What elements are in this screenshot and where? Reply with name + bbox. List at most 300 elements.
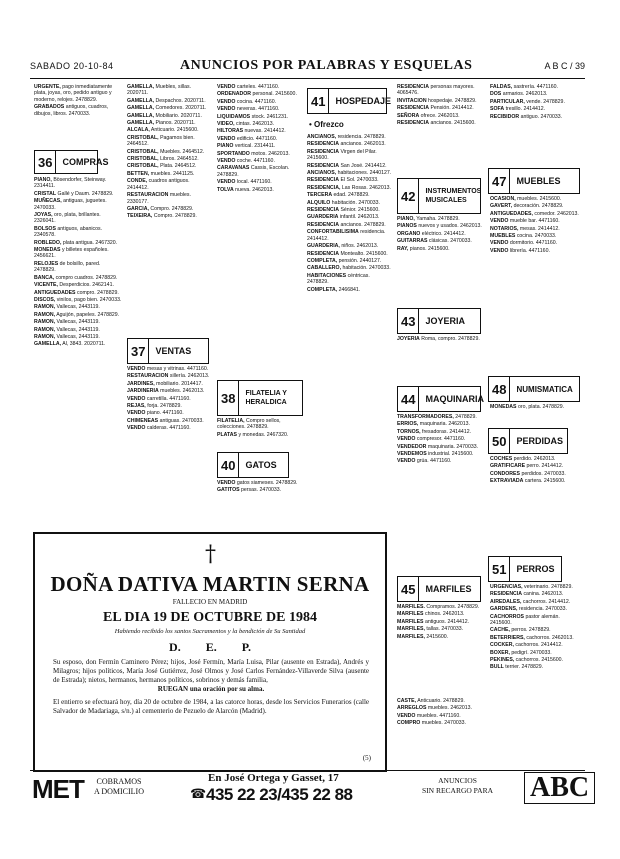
classified-ad bbox=[217, 128, 302, 134]
classified-ad bbox=[490, 106, 582, 112]
ad-text: Compro. 2478829. bbox=[150, 205, 194, 212]
ad-keyword: FILATELIA, bbox=[217, 418, 245, 424]
classified-ad bbox=[127, 127, 212, 133]
ad-keyword: SPORTANDO bbox=[217, 150, 250, 157]
ad-keyword: GARDENS, bbox=[490, 606, 518, 613]
classified-ad bbox=[34, 290, 122, 296]
classified-ad bbox=[490, 635, 582, 641]
ad-keyword: MARFILES bbox=[397, 611, 424, 618]
ad-keyword: RESIDENCIA, bbox=[307, 184, 341, 191]
ad-text: industrial. 2415600. bbox=[428, 451, 474, 458]
deceased-name: DOÑA DATIVA MARTIN SERNA bbox=[50, 572, 370, 596]
ad-keyword: MUEBLES bbox=[490, 233, 516, 240]
classified-ad bbox=[217, 91, 302, 97]
classified-ad bbox=[490, 614, 582, 627]
classified-ad bbox=[397, 705, 485, 711]
ad-keyword: ANCIANOS, bbox=[307, 170, 337, 177]
classified-ad bbox=[307, 149, 392, 162]
obituary-burial: El entierro se efectuará hoy, día 20 de octubre de 1984, a las catorce horas, desde los Servicios Funerarios (calle Salvador de Madariaga, s/n.) al cementerio de Pezuelo de Alarcón (Madrid). bbox=[53, 698, 369, 715]
ofrezco-heading bbox=[309, 120, 344, 129]
classified-ad bbox=[397, 611, 485, 617]
ad-text: mobiliario. 2014417. bbox=[156, 380, 203, 387]
ad-text: veterinario. 2478829. bbox=[524, 584, 573, 590]
classified-ad bbox=[397, 698, 485, 704]
ad-keyword: VENDEMOS bbox=[397, 451, 427, 458]
ad-keyword: CRISTOBAL, bbox=[127, 148, 159, 155]
ad-keyword: GAMELLA, bbox=[127, 120, 155, 127]
ad-keyword: CHIMENEAS bbox=[127, 417, 159, 424]
ad-keyword: RESIDENCIA bbox=[397, 105, 429, 112]
ad-keyword: RESTAURACION bbox=[127, 373, 169, 380]
section-label: HOSPEDAJE bbox=[335, 96, 391, 106]
ad-text: cocina. 2470033. bbox=[516, 233, 557, 240]
classified-ad bbox=[217, 418, 302, 431]
ad-text: mueble bar. 4471160. bbox=[509, 218, 560, 225]
classified-ad bbox=[307, 273, 392, 286]
ad-keyword: CACHORROS bbox=[490, 613, 525, 620]
classified-ad bbox=[397, 429, 485, 435]
ad-text: clásicas. 2470033. bbox=[428, 238, 472, 245]
ad-keyword: JARDINERIA bbox=[127, 388, 159, 395]
ad-keyword: PIANO, bbox=[34, 177, 52, 183]
classified-ad bbox=[490, 226, 582, 232]
ad-text: Mobiliario. 2020711. bbox=[155, 112, 202, 119]
classified-ad bbox=[397, 113, 485, 119]
classified-ad bbox=[397, 458, 485, 464]
ad-keyword: ANTIGUEDADES bbox=[34, 289, 76, 296]
classified-ad bbox=[307, 141, 392, 147]
met-logo: MET bbox=[32, 774, 84, 804]
classified-ad bbox=[127, 410, 212, 416]
section-instrumentos bbox=[397, 178, 481, 214]
ad-text: cachorros. 2462013. bbox=[526, 634, 574, 641]
ad-keyword: OCASION, bbox=[490, 196, 516, 202]
classified-ad bbox=[397, 713, 485, 719]
classified-ad bbox=[397, 246, 485, 252]
ad-text: residencia. 2478829. bbox=[337, 134, 386, 140]
classified-ad bbox=[490, 642, 582, 648]
column-4-hospedaje bbox=[307, 134, 392, 526]
ad-text: antiguo. 2470033. bbox=[520, 113, 563, 120]
ad-text: edificio. 4471160. bbox=[236, 135, 278, 142]
cobramos-text bbox=[94, 777, 144, 797]
ad-text: Comedores. 2020711. bbox=[155, 105, 207, 112]
ad-text: grúa. 4471160. bbox=[416, 458, 452, 465]
classified-ad bbox=[307, 177, 392, 183]
obituary-pray: RUEGAN una oración por su alma. bbox=[157, 685, 265, 693]
ad-keyword: RAMON, bbox=[34, 311, 56, 318]
ad-keyword: RAMON, bbox=[34, 326, 56, 333]
classified-ad bbox=[397, 336, 485, 342]
classified-ad bbox=[127, 213, 212, 219]
ad-keyword: ANCIANOS, bbox=[307, 134, 337, 140]
classified-ad bbox=[490, 657, 582, 663]
ad-keyword: RESIDENCIA bbox=[397, 84, 429, 90]
ad-keyword: COCHES bbox=[490, 456, 513, 462]
classified-ad bbox=[217, 143, 302, 149]
obituary-number: (5) bbox=[362, 754, 371, 762]
ad-keyword: RAMON, bbox=[34, 333, 56, 340]
section-label: COMPRAS bbox=[62, 157, 109, 167]
ad-keyword: HABITACIONES bbox=[307, 272, 347, 279]
column-6-top bbox=[490, 84, 582, 164]
classified-ad bbox=[217, 114, 302, 120]
classified-ad bbox=[127, 206, 212, 212]
ad-keyword: RESIDENCIA bbox=[307, 141, 339, 148]
ad-text: cuadros antiguos. 2414412. bbox=[127, 178, 190, 191]
ad-keyword: JOYAS, bbox=[34, 212, 53, 219]
ad-text: tresillo. 2414412. bbox=[505, 106, 546, 113]
ad-keyword: COMPLETA, bbox=[307, 257, 338, 264]
classified-ad bbox=[127, 425, 212, 431]
classified-ad bbox=[217, 99, 302, 105]
ad-keyword: RAMON, bbox=[34, 319, 56, 326]
ad-text: Desperdicios. 2462141. bbox=[59, 282, 114, 289]
classified-ad bbox=[217, 432, 302, 438]
classified-ad bbox=[34, 297, 122, 303]
column-5-maquinaria bbox=[397, 414, 485, 570]
column-1-compras bbox=[34, 177, 122, 525]
cross-icon: † bbox=[205, 542, 216, 567]
ad-text: muebles. 2330177. bbox=[127, 192, 191, 205]
classified-ad bbox=[127, 373, 212, 379]
ad-keyword: CARAVANAS bbox=[217, 165, 250, 172]
column-2-ventas bbox=[127, 366, 212, 526]
ad-keyword: VENDO bbox=[127, 410, 146, 417]
classified-ad bbox=[34, 240, 122, 246]
anuncios-line1: ANUNCIOS bbox=[438, 776, 477, 785]
classified-ad bbox=[397, 421, 485, 427]
column-5-marfiles bbox=[397, 604, 485, 694]
ad-text: vinilos, pago bien. 2470033. bbox=[56, 296, 122, 303]
classified-ad bbox=[490, 463, 582, 469]
classified-ad bbox=[397, 223, 485, 229]
anuncios-line2: SIN RECARGO PARA bbox=[422, 786, 493, 795]
ad-text: Muebles, sillas. 2020711. bbox=[127, 84, 192, 97]
classified-ad bbox=[307, 192, 392, 198]
classified-ad bbox=[397, 619, 485, 625]
ad-keyword: FALDAS, bbox=[490, 84, 513, 90]
ad-text: ancianos. 2415600. bbox=[430, 120, 476, 127]
section-compras bbox=[34, 150, 109, 174]
section-joyeria bbox=[397, 308, 481, 334]
ad-text: compro cuadros. 2478829. bbox=[55, 274, 118, 281]
ad-keyword: RESIDENCIA bbox=[307, 177, 339, 184]
ad-text: antiguas, juguetes. 2470033. bbox=[34, 198, 107, 211]
ad-keyword: AIREDALES, bbox=[490, 598, 522, 605]
ad-text: librería. 4471160. bbox=[509, 247, 550, 254]
ad-keyword: VIDEO, bbox=[217, 121, 235, 128]
classified-ad bbox=[490, 606, 582, 612]
ad-text: pensión. 2440127. bbox=[338, 257, 382, 264]
classified-ad bbox=[397, 120, 485, 126]
classified-ad bbox=[127, 192, 212, 205]
ad-keyword: HILTORAS bbox=[217, 128, 244, 135]
classified-ad bbox=[127, 381, 212, 387]
classified-ad bbox=[307, 185, 392, 191]
ad-text: personal. 2415600. bbox=[252, 91, 297, 98]
classified-ad bbox=[217, 179, 302, 185]
ad-keyword: VENDO bbox=[217, 158, 236, 165]
ad-keyword: SOFA bbox=[490, 106, 505, 113]
classified-ad bbox=[307, 170, 392, 176]
ad-keyword: NOTARIOS, bbox=[490, 225, 519, 232]
ad-text: carteles. 4471160. bbox=[236, 84, 280, 90]
cobramos-line2: A DOMICILIO bbox=[94, 787, 144, 796]
ad-text: pastor alemán. 2415600. bbox=[490, 613, 560, 627]
ad-keyword: ARREGLOS bbox=[397, 705, 427, 712]
ad-keyword: RAMON, bbox=[34, 304, 56, 311]
obituary-notice bbox=[33, 532, 387, 772]
ad-text: cachorros. 2415600. bbox=[515, 657, 563, 664]
ad-keyword: GAMELLA, bbox=[127, 97, 155, 104]
ad-keyword: ORGANO bbox=[397, 230, 421, 237]
ad-keyword: CRISTOBAL, bbox=[127, 163, 159, 170]
classified-ad bbox=[307, 251, 392, 257]
classified-ad bbox=[490, 196, 582, 202]
classified-ad bbox=[397, 626, 485, 632]
ad-text: niños. 2462013. bbox=[341, 243, 379, 250]
column-2-top bbox=[127, 84, 212, 334]
header-rule bbox=[30, 78, 585, 79]
section-label: PERROS bbox=[516, 564, 555, 574]
ad-text: cachorros. 2414412. bbox=[522, 598, 571, 605]
ad-text: muebles. 2462013. bbox=[160, 388, 205, 395]
classified-ad bbox=[490, 114, 582, 120]
ad-text: muebles. 2470033. bbox=[421, 720, 466, 727]
ad-keyword: DISCOS, bbox=[34, 296, 56, 303]
ad-text: antiguos, cuadros, dibujos, libros. 2470033. bbox=[34, 104, 109, 117]
ad-text: vertical. 2314411. bbox=[234, 143, 276, 150]
ad-keyword: VENDO bbox=[490, 247, 509, 254]
ad-text: pago inmediatamente plata, joyas, oro, pedido antiguo y moderno, relojes. 2478829. bbox=[34, 84, 113, 103]
ad-text: Las Rosas. 2462013. bbox=[341, 184, 391, 191]
ad-keyword: VENDO bbox=[217, 135, 236, 142]
ad-text: Al, 3843. 2020711. bbox=[62, 341, 106, 348]
section-number: 36 bbox=[35, 151, 56, 173]
ad-text: perros. 2478829. bbox=[511, 627, 551, 634]
classified-ad bbox=[127, 171, 212, 177]
classified-ad bbox=[127, 135, 212, 148]
ad-text: gatos siameses. 2478829. bbox=[236, 480, 298, 486]
ad-keyword: CASTE, bbox=[397, 698, 417, 704]
ad-text: habitaciones. 2440127. bbox=[337, 170, 392, 177]
ad-keyword: RESIDENCIA bbox=[307, 221, 339, 228]
ad-text: Gallé y Daum. 2478829. bbox=[57, 190, 114, 197]
column-5-instrumentos bbox=[397, 216, 485, 304]
classified-ad bbox=[127, 156, 212, 162]
ad-keyword: BETERRIERS, bbox=[490, 634, 525, 641]
ad-text: 2415600. bbox=[426, 633, 449, 640]
ad-keyword: ERRIOS, bbox=[397, 421, 419, 428]
ad-keyword: RESIDENCIA bbox=[307, 250, 339, 257]
ad-keyword: GUARDERIA bbox=[307, 214, 339, 221]
ad-keyword: RESIDENCIA bbox=[307, 148, 339, 155]
ad-text: calderas. 4471160. bbox=[146, 425, 191, 432]
column-1-top bbox=[34, 84, 122, 148]
ad-keyword: CRISTOBAL, bbox=[127, 134, 159, 141]
ad-text: coche. 4471160. bbox=[236, 158, 275, 165]
classified-ad bbox=[397, 84, 485, 97]
ad-text: habitación. 2470033. bbox=[342, 265, 391, 272]
classified-ad bbox=[34, 304, 122, 310]
classified-ad bbox=[490, 584, 582, 590]
section-number: 40 bbox=[218, 453, 239, 477]
ad-keyword: MONEDAS bbox=[34, 247, 61, 254]
section-label: FILATELIA Y HERALDICA bbox=[245, 390, 287, 406]
ad-keyword: MARFILES, bbox=[397, 626, 425, 633]
ad-text: muebles. 2462013. bbox=[427, 705, 472, 712]
classified-ad bbox=[127, 120, 212, 126]
ad-text: edad. 2478829. bbox=[333, 192, 370, 199]
section-number: 44 bbox=[398, 387, 419, 411]
ad-text: 2466841. bbox=[338, 286, 361, 293]
classified-ad bbox=[217, 187, 302, 193]
classified-ad bbox=[127, 84, 212, 97]
section-label: JOYERIA bbox=[425, 316, 465, 326]
classified-ad bbox=[397, 414, 485, 420]
classified-ad bbox=[490, 91, 582, 97]
ad-text: canina. 2462013. bbox=[523, 591, 564, 598]
classified-ad bbox=[127, 113, 212, 119]
classified-ad bbox=[307, 229, 392, 242]
ad-keyword: GAVERT, bbox=[490, 203, 513, 210]
column-6-perdidas bbox=[490, 456, 582, 550]
classified-ad bbox=[397, 231, 485, 237]
classified-ad bbox=[490, 650, 582, 656]
ad-keyword: VENDO bbox=[397, 712, 416, 719]
classified-ad bbox=[34, 334, 122, 340]
ad-keyword: GUITARRAS bbox=[397, 238, 428, 245]
ad-text: antiguos. 2414412. bbox=[424, 618, 470, 625]
ad-keyword: INVITACION bbox=[397, 97, 427, 104]
ad-text: pianos. 2415600. bbox=[409, 245, 450, 252]
ad-text: Pagamos bien. 2464512. bbox=[127, 134, 195, 148]
ad-keyword: JARDINES, bbox=[127, 380, 155, 387]
ad-text: Pensión. 2414412. bbox=[430, 105, 474, 112]
ad-keyword: RESIDENCIA bbox=[490, 591, 522, 598]
classified-ad bbox=[307, 243, 392, 249]
classified-ad bbox=[490, 599, 582, 605]
ad-text: cachorros. 2414412. bbox=[515, 642, 563, 649]
ad-keyword: VENDO bbox=[127, 395, 146, 402]
ad-keyword: COMPRO bbox=[397, 720, 421, 727]
obituary-dep: D. E. P. bbox=[169, 640, 251, 654]
ad-text: tallas. 2470033. bbox=[426, 626, 464, 633]
classified-ad bbox=[490, 664, 582, 670]
ad-text: mesas y vitrinas. 4471160. bbox=[146, 366, 209, 372]
section-number: 48 bbox=[489, 377, 510, 401]
obituary-date: EL DIA 19 DE OCTUBRE DE 1984 bbox=[103, 610, 317, 625]
classified-ad bbox=[127, 396, 212, 402]
classified-ad bbox=[217, 480, 302, 486]
ad-text: hospedaje. 2478829. bbox=[428, 97, 477, 104]
ad-keyword: CONDE, bbox=[127, 178, 148, 185]
header-title: ANUNCIOS POR PALABRAS Y ESQUELAS bbox=[180, 58, 473, 73]
ad-keyword: GAMELLA, bbox=[34, 341, 62, 348]
classified-ad bbox=[307, 287, 392, 293]
ad-text: cintas. 2462013. bbox=[236, 121, 275, 128]
ad-text: nuevos y usados. 2462013. bbox=[418, 223, 482, 230]
section-number: 37 bbox=[128, 339, 149, 363]
header-page: A B C / 39 bbox=[544, 61, 585, 71]
ad-text: ancianos. 2462013. bbox=[340, 141, 386, 148]
section-hospedaje bbox=[307, 88, 391, 114]
classified-ad bbox=[34, 104, 122, 117]
classified-ad bbox=[34, 319, 122, 325]
ad-keyword: CACHE, bbox=[490, 627, 510, 634]
ad-keyword: BANCA, bbox=[34, 274, 55, 281]
classified-ad bbox=[34, 84, 122, 103]
section-numismatica bbox=[488, 376, 580, 402]
ad-keyword: VENDO bbox=[217, 480, 236, 486]
classified-ad bbox=[490, 99, 582, 105]
classified-ad bbox=[217, 158, 302, 164]
classified-ad bbox=[217, 106, 302, 112]
ad-keyword: PIANOS bbox=[397, 223, 417, 230]
ad-keyword: MUÑECAS, bbox=[34, 198, 62, 205]
phone-icon: ☎ bbox=[190, 787, 207, 802]
classified-ad bbox=[307, 163, 392, 169]
ad-keyword: PIANO, bbox=[397, 216, 415, 222]
classified-ad bbox=[34, 177, 122, 190]
classified-ad bbox=[217, 136, 302, 142]
section-number: 43 bbox=[398, 309, 419, 333]
classified-ad bbox=[490, 211, 582, 217]
ad-text: muebles. 2441125. bbox=[150, 170, 195, 177]
section-maquinaria bbox=[397, 386, 484, 412]
ad-text: plata antigua. 2467320. bbox=[62, 239, 118, 246]
ad-text: infantil. 2462013. bbox=[339, 214, 380, 221]
ad-text: terrier. 2478829. bbox=[505, 664, 544, 671]
section-gatos bbox=[217, 452, 289, 478]
column-3-filatelia bbox=[217, 418, 302, 448]
classified-ad bbox=[397, 444, 485, 450]
ad-text: antiguos, abanicos. 2340578. bbox=[34, 225, 103, 239]
ad-keyword: TEIXEIRA, bbox=[127, 213, 153, 220]
abc-logo: ABC bbox=[524, 772, 595, 804]
classified-ad bbox=[490, 203, 582, 209]
classified-ad bbox=[490, 478, 582, 484]
ad-keyword: GATITOS bbox=[217, 487, 240, 494]
ad-text: perdido. 2462013. bbox=[513, 456, 556, 462]
ad-keyword: ORDENADOR bbox=[217, 91, 252, 98]
ad-text: personas mayores. 4065476. bbox=[397, 84, 475, 97]
ad-keyword: ROBLEDO, bbox=[34, 239, 62, 246]
classified-ad bbox=[34, 261, 122, 274]
ad-text: nuevas. 2414412. bbox=[244, 128, 286, 135]
ad-text: comedor. 2462013. bbox=[534, 210, 579, 217]
ad-text: sillería. 2462013. bbox=[169, 373, 210, 380]
ad-keyword: RESTAURACION bbox=[127, 192, 169, 199]
section-label: NUMISMATICA bbox=[516, 384, 573, 394]
ad-text: antiguas. 2470033. bbox=[159, 417, 204, 424]
classified-ad bbox=[307, 222, 392, 228]
column-6-numismatica bbox=[490, 404, 582, 424]
classified-ad bbox=[490, 627, 582, 633]
ad-text: Plata. 2464512. bbox=[160, 163, 197, 170]
ad-keyword: VENDO bbox=[217, 179, 236, 186]
ad-keyword: VENDO bbox=[490, 240, 509, 247]
ad-text: Aguijón, papeles. 2478829. bbox=[56, 311, 120, 318]
classified-ad bbox=[127, 403, 212, 409]
ad-keyword: RESIDENCIA bbox=[397, 120, 429, 127]
column-3-top bbox=[217, 84, 302, 374]
obituary-fallecio: FALLECIO EN MADRID bbox=[172, 598, 248, 606]
ad-keyword: PARTICULAR, bbox=[490, 98, 525, 105]
section-label: MAQUINARIA bbox=[425, 394, 484, 404]
classified-ad bbox=[34, 212, 122, 225]
